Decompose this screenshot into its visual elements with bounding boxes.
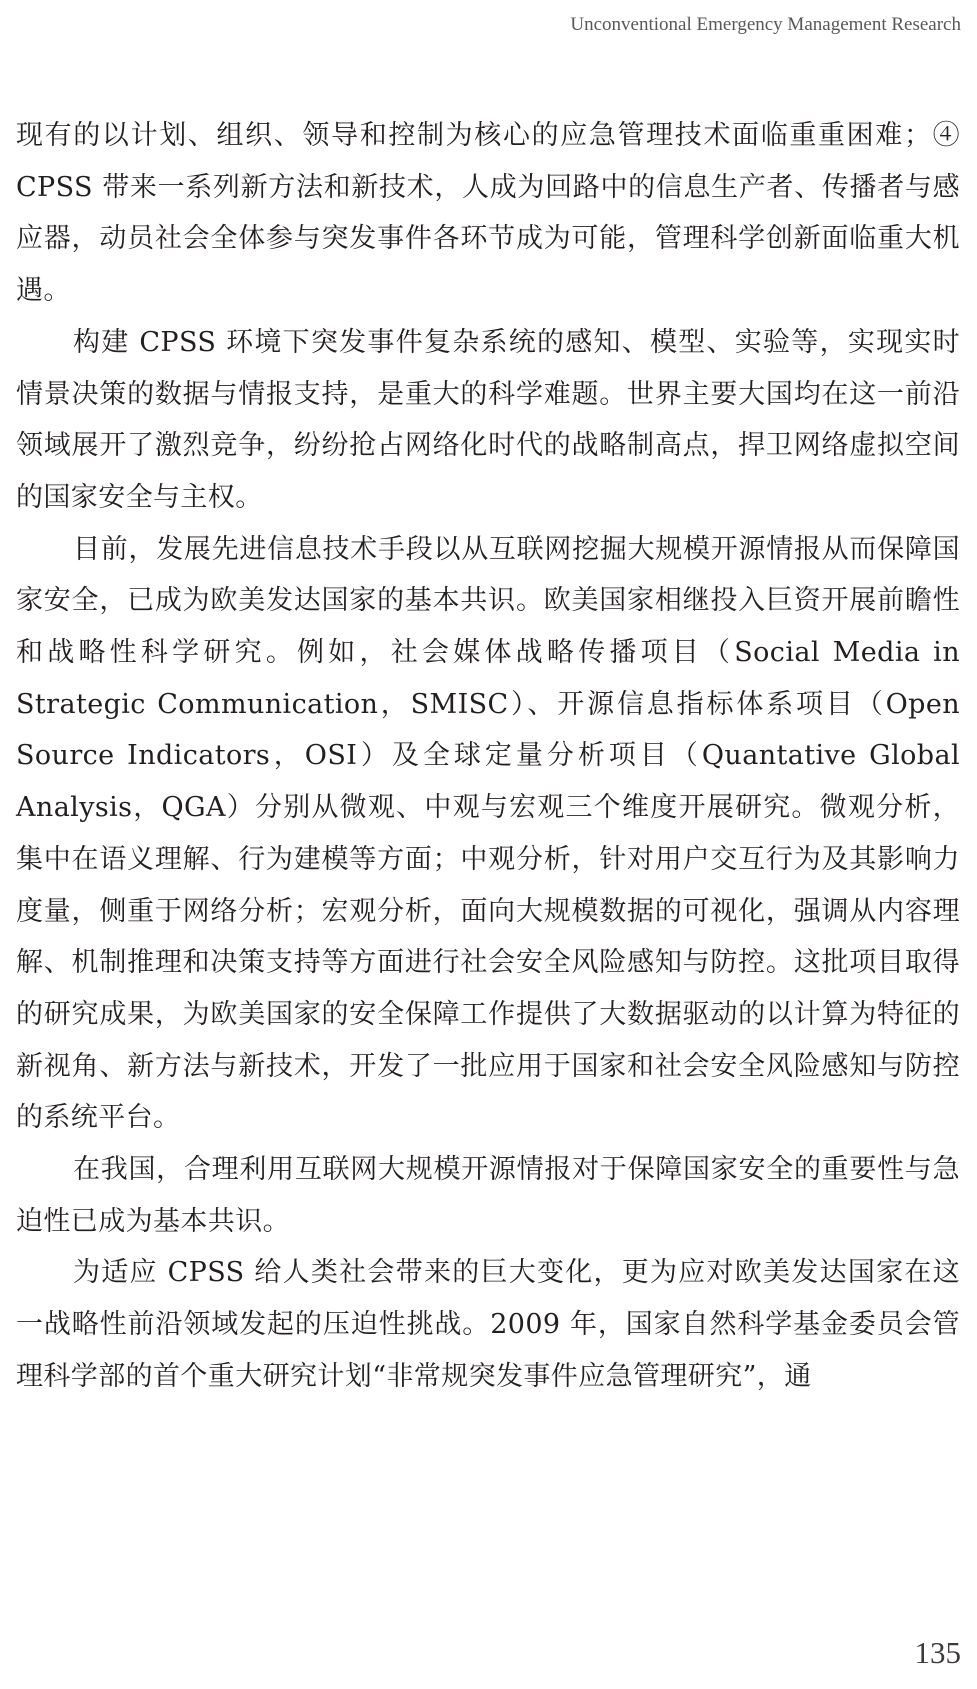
running-header: Unconventional Emergency Management Research [570,14,961,35]
paragraph-china-consensus: 在我国，合理利用互联网大规模开源情报对于保障国家安全的重要性与急迫性已成为基本共识。 [16,1154,960,1237]
page-number: 135 [914,1635,961,1670]
paragraph-western-research: 目前，发展先进信息技术手段以从互联网挖掘大规模开源情报从而保障国家安全，已成为欧美发达国家的基本共识。欧美国家相继投入巨资开展前瞻性和战略性科学研究。例如，社会媒体战略传播项目（Social Media in Strategic Communication，SMISC）、开源信息指标体系项目（Open Source Indicators，OSI）及全球定量分析项目（Quantative Global Analysis，QGA）分别从微观、中观与宏观三个维度开展研究。微观分析，集中在语义理解、行为建模等方面；中观分析，针对用户交互行为及其影响力度量，侧重于网络分析；宏观分析，面向大规模数据的可视化，强调从内容理解、机制推理和决策支持等方面进行社会安全风险感知与防控。这批项目取得的研究成果，为欧美国家的安全保障工作提供了大数据驱动的以计算为特征的新视角、新方法与新技术，开发了一批应用于国家和社会安全风险感知与防控的系统平台。 [16,533,960,1134]
paragraph-continuation: 现有的以计划、组织、领导和控制为核心的应急管理技术面临重重困难；④ CPSS 带来一系列新方法和新技术，人成为回路中的信息生产者、传播者与感应器，动员社会全体参与突发事件各环节成为可能，管理科学创新面临重大机遇。 [16,120,960,307]
paragraph-research-plan: 为适应 CPSS 给人类社会带来的巨大变化，更为应对欧美发达国家在这一战略性前沿领域发起的压迫性挑战。2009 年，国家自然科学基金委员会管理科学部的首个重大研究计划“非常规突发事件应急管理研究”，通 [16,1257,960,1392]
body-text [16,110,960,1403]
paragraph-cpss-challenge: 构建 CPSS 环境下突发事件复杂系统的感知、模型、实验等，实现实时情景决策的数据与情报支持，是重大的科学难题。世界主要大国均在这一前沿领域展开了激烈竞争，纷纷抢占网络化时代的战略制高点，捍卫网络虚拟空间的国家安全与主权。 [16,326,960,513]
